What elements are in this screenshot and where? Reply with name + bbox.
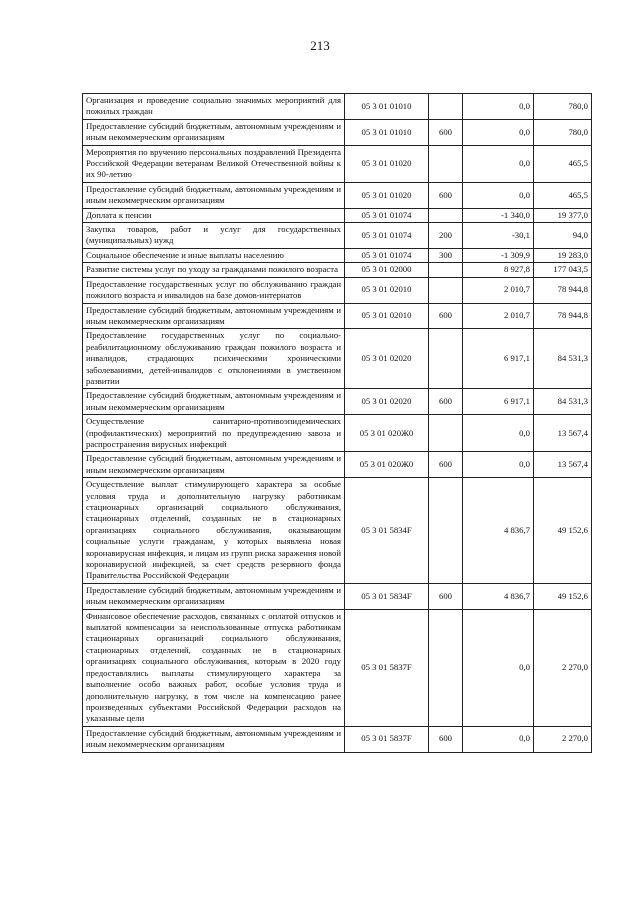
item-name: Финансовое обеспечение расходов, связанных с оплатой отпусков и выплатой компенсации за неиспользованные отпуска работникам стационарных организаций социального обслуживания, стационарных отделений, созданных не в стационарных организациях социального обслуживания, которым в 2020 году предоставлялись выплаты стимулирующего характера за выполнение особо важных работ, особые условия труда и дополнительную нагрузку, в том числе на компенсацию ранее произведенных субъектами Российской Федерации расходов на указанные цели	[83, 609, 345, 726]
item-name: Предоставление государственных услуг по социально-реабилитационному обслуживанию граждан пожилого возраста и инвалидов, страдающих психическими хроническими заболеваниями, детей-инвалидов с отклонениями в умственном развитии	[83, 329, 345, 389]
item-name: Предоставление субсидий бюджетным, автономным учреждениям и иным некоммерческим организациям	[83, 389, 345, 415]
table-row	[83, 329, 592, 389]
table-row	[83, 726, 592, 752]
table-row	[83, 478, 592, 584]
total-amount: 84 531,3	[534, 389, 592, 415]
change-amount: -30,1	[463, 223, 534, 249]
change-amount: 0,0	[463, 182, 534, 208]
total-amount: 19 283,0	[534, 248, 592, 262]
target-code: 05 3 01 5837F	[345, 726, 429, 752]
change-amount: 0,0	[463, 726, 534, 752]
total-amount: 465,5	[534, 182, 592, 208]
change-amount: 4 836,7	[463, 583, 534, 609]
change-amount: -1 340,0	[463, 208, 534, 222]
item-name: Организация и проведение социально значимых мероприятий для пожилых граждан	[83, 94, 345, 120]
item-name: Предоставление субсидий бюджетным, автономным учреждениям и иным некоммерческим организациям	[83, 726, 345, 752]
target-code: 05 3 01 01074	[345, 208, 429, 222]
table-row	[83, 208, 592, 222]
change-amount: 0,0	[463, 452, 534, 478]
change-amount: 2 010,7	[463, 277, 534, 303]
total-amount: 13 567,4	[534, 415, 592, 452]
expense-type	[429, 277, 463, 303]
item-name: Закупка товаров, работ и услуг для государственных (муниципальных) нужд	[83, 223, 345, 249]
table-row	[83, 145, 592, 182]
table-row	[83, 277, 592, 303]
change-amount: 0,0	[463, 119, 534, 145]
item-name: Мероприятия по вручению персональных поздравлений Президента Российской Федерации ветеранам Великой Отечественной войны к их 90-летию	[83, 145, 345, 182]
item-name: Предоставление субсидий бюджетным, автономным учреждениям и иным некоммерческим организациям	[83, 303, 345, 329]
target-code: 05 3 01 5834F	[345, 583, 429, 609]
change-amount: 0,0	[463, 145, 534, 182]
item-name: Предоставление субсидий бюджетным, автономным учреждениям и иным некоммерческим организациям	[83, 182, 345, 208]
target-code: 05 3 01 02000	[345, 263, 429, 277]
item-name: Социальное обеспечение и иные выплаты населению	[83, 248, 345, 262]
target-code: 05 3 01 020Ж0	[345, 452, 429, 478]
total-amount: 780,0	[534, 94, 592, 120]
total-amount: 780,0	[534, 119, 592, 145]
target-code: 05 3 01 02020	[345, 389, 429, 415]
total-amount: 78 944,8	[534, 303, 592, 329]
change-amount: 4 836,7	[463, 478, 534, 584]
item-name: Развитие системы услуг по уходу за гражданами пожилого возраста	[83, 263, 345, 277]
item-name: Предоставление субсидий бюджетным, автономным учреждениям и иным некоммерческим организациям	[83, 452, 345, 478]
expense-type	[429, 609, 463, 726]
expense-type: 600	[429, 726, 463, 752]
total-amount: 2 270,0	[534, 726, 592, 752]
expense-type: 600	[429, 389, 463, 415]
expense-type	[429, 478, 463, 584]
total-amount: 465,5	[534, 145, 592, 182]
expense-type	[429, 263, 463, 277]
target-code: 05 3 01 01074	[345, 223, 429, 249]
change-amount: 0,0	[463, 609, 534, 726]
expense-type: 300	[429, 248, 463, 262]
table-row	[83, 415, 592, 452]
item-name: Осуществление санитарно-противоэпидемических (профилактических) мероприятий по предупреждению завоза и распространения вирусных инфекций	[83, 415, 345, 452]
table-row	[83, 223, 592, 249]
expense-type	[429, 415, 463, 452]
table-row	[83, 94, 592, 120]
total-amount: 84 531,3	[534, 329, 592, 389]
total-amount: 94,0	[534, 223, 592, 249]
target-code: 05 3 01 02010	[345, 303, 429, 329]
budget-table	[82, 93, 592, 753]
target-code: 05 3 01 02020	[345, 329, 429, 389]
total-amount: 177 043,5	[534, 263, 592, 277]
item-name: Предоставление субсидий бюджетным, автономным учреждениям и иным некоммерческим организациям	[83, 583, 345, 609]
target-code: 05 3 01 5837F	[345, 609, 429, 726]
table-row	[83, 248, 592, 262]
expense-type	[429, 329, 463, 389]
total-amount: 78 944,8	[534, 277, 592, 303]
total-amount: 49 152,6	[534, 478, 592, 584]
expense-type	[429, 208, 463, 222]
table-row	[83, 263, 592, 277]
total-amount: 49 152,6	[534, 583, 592, 609]
target-code: 05 3 01 02010	[345, 277, 429, 303]
item-name: Предоставление субсидий бюджетным, автономным учреждениям и иным некоммерческим организациям	[83, 119, 345, 145]
table-row	[83, 182, 592, 208]
change-amount: 6 917,1	[463, 389, 534, 415]
change-amount: 2 010,7	[463, 303, 534, 329]
table-row	[83, 609, 592, 726]
total-amount: 19 377,0	[534, 208, 592, 222]
expense-type: 600	[429, 583, 463, 609]
table-row	[83, 119, 592, 145]
target-code: 05 3 01 5834F	[345, 478, 429, 584]
table-row	[83, 583, 592, 609]
change-amount: 0,0	[463, 94, 534, 120]
table-row	[83, 452, 592, 478]
target-code: 05 3 01 01074	[345, 248, 429, 262]
expense-type: 600	[429, 119, 463, 145]
target-code: 05 3 01 01010	[345, 119, 429, 145]
expense-type: 200	[429, 223, 463, 249]
expense-type: 600	[429, 452, 463, 478]
total-amount: 13 567,4	[534, 452, 592, 478]
total-amount: 2 270,0	[534, 609, 592, 726]
target-code: 05 3 01 020Ж0	[345, 415, 429, 452]
table-row	[83, 303, 592, 329]
expense-type: 600	[429, 303, 463, 329]
target-code: 05 3 01 01020	[345, 145, 429, 182]
expense-type: 600	[429, 182, 463, 208]
change-amount: 6 917,1	[463, 329, 534, 389]
item-name: Доплата к пенсии	[83, 208, 345, 222]
target-code: 05 3 01 01010	[345, 94, 429, 120]
expense-type	[429, 145, 463, 182]
budget-table-body	[83, 94, 592, 753]
change-amount: -1 309,9	[463, 248, 534, 262]
change-amount: 0,0	[463, 415, 534, 452]
item-name: Осуществление выплат стимулирующего характера за особые условия труда и дополнительную нагрузку работникам стационарных организаций социального обслуживания, стационарных отделений, созданных не в стационарных организациях социального обслуживания, оказывающим социальные услуги гражданам, у которых выявлена новая коронавирусная инфекция, и лицам из групп риска заражения новой коронавирусной инфекцией, за счет средств резервного фонда Правительства Российской Федерации	[83, 478, 345, 584]
item-name: Предоставление государственных услуг по обслуживанию граждан пожилого возраста и инвалидов на базе домов-интернатов	[83, 277, 345, 303]
target-code: 05 3 01 01020	[345, 182, 429, 208]
change-amount: 8 927,8	[463, 263, 534, 277]
expense-type	[429, 94, 463, 120]
page-number: 213	[310, 38, 330, 53]
table-row	[83, 389, 592, 415]
